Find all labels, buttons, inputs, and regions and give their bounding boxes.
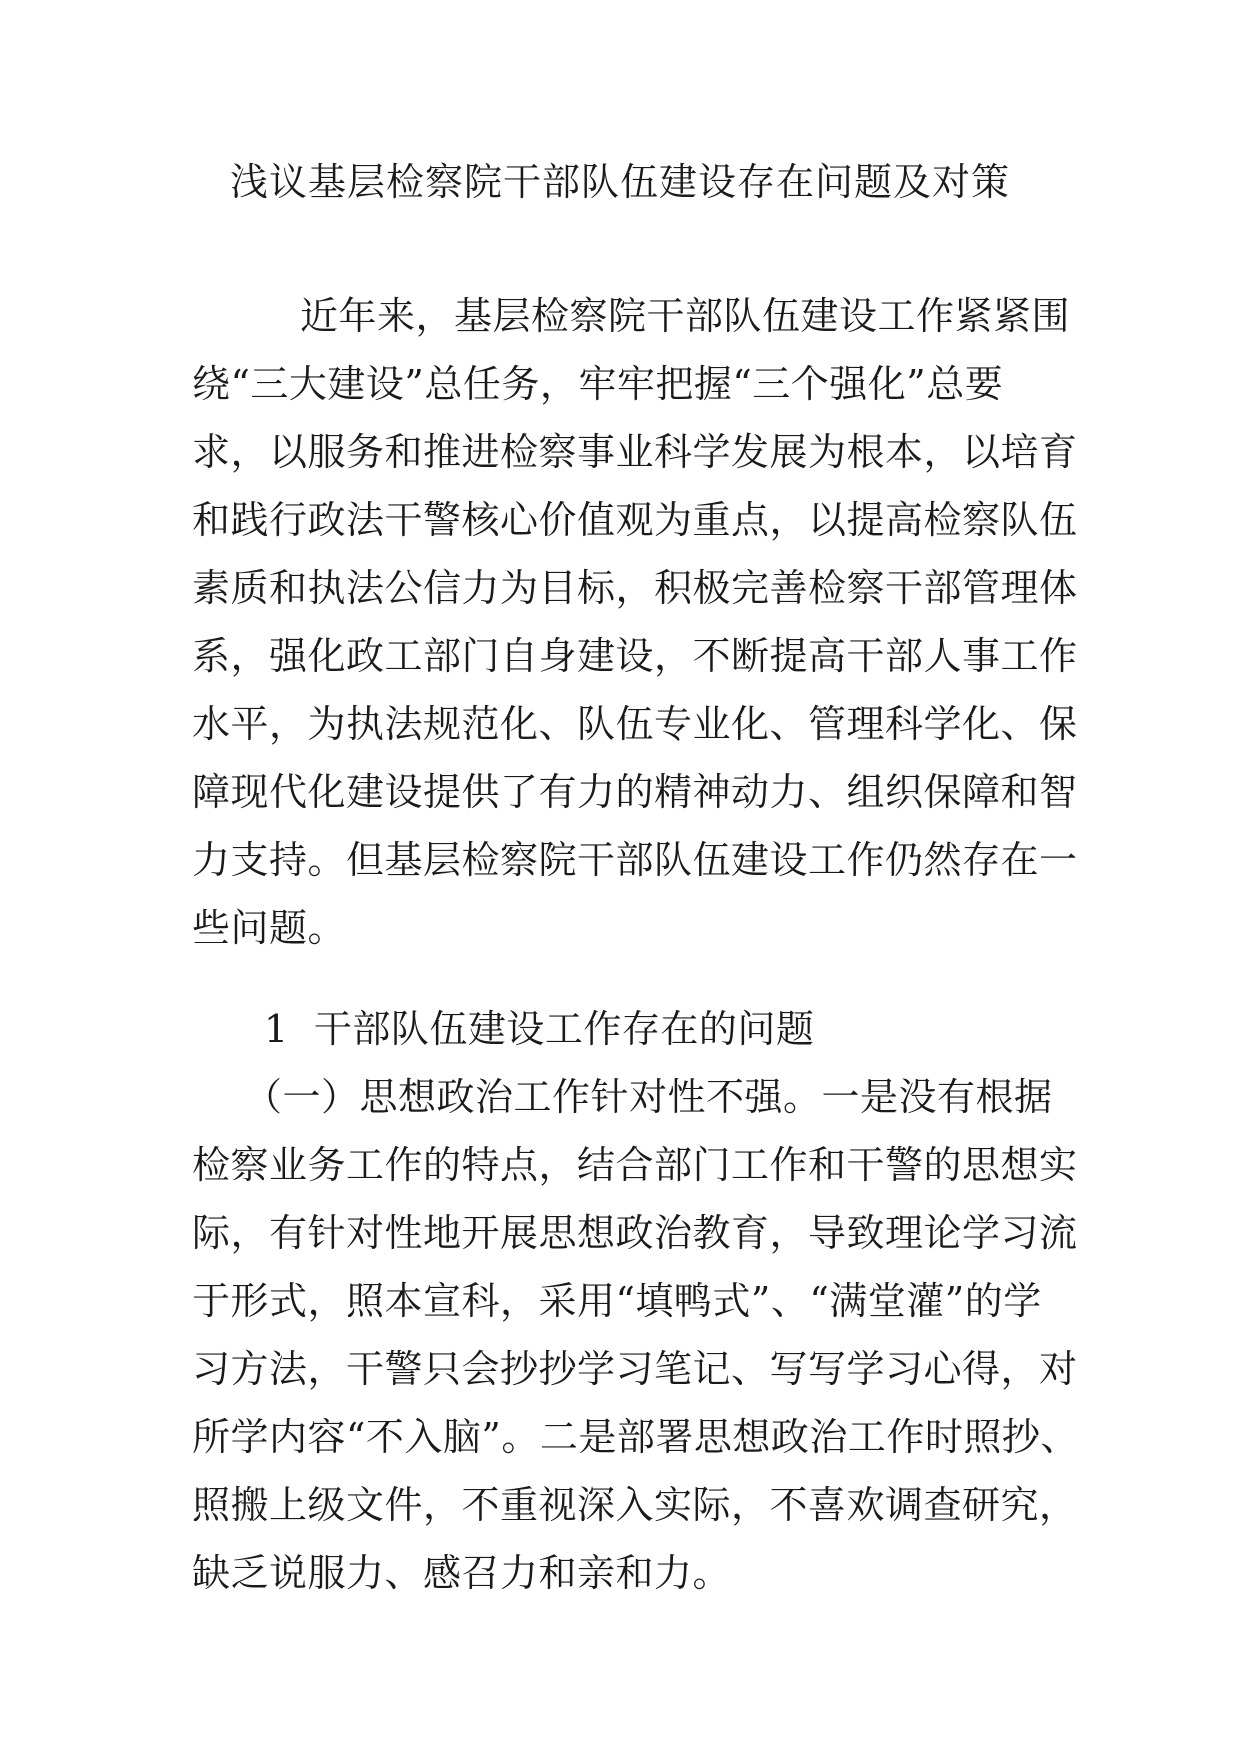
document-title: 浅议基层检察院干部队伍建设存在问题及对策: [229, 160, 1010, 204]
paragraph-line: 习方法，干警只会抄抄学习笔记、写写学习心得，对: [192, 1347, 1078, 1391]
intro-paragraph: [192, 282, 1078, 962]
section1-paragraph: [192, 1063, 1079, 1607]
paragraph-line: 水平，为执法规范化、队伍专业化、管理科学化、保: [192, 702, 1078, 746]
paragraph-line: 系，强化政工部门自身建设，不断提高干部人事工作: [192, 634, 1078, 678]
paragraph-line: 缺乏说服力、感召力和亲和力。: [192, 1551, 732, 1595]
paragraph-line: 力支持。但基层检察院干部队伍建设工作仍然存在一: [192, 838, 1078, 882]
paragraph-line: 于形式，照本宣科，采用“填鸭式”、“满堂灌”的学: [192, 1279, 1042, 1323]
paragraph-line: 障现代化建设提供了有力的精神动力、组织保障和智: [192, 770, 1078, 814]
paragraph-line: 求，以服务和推进检察事业科学发展为根本，以培育: [192, 430, 1078, 474]
paragraph-line: （一）思想政治工作针对性不强。一是没有根据: [244, 1075, 1053, 1119]
paragraph-line: 照搬上级文件，不重视深入实际，不喜欢调查研究，: [192, 1483, 1078, 1527]
paragraph-line: 近年来，基层检察院干部队伍建设工作紧紧围: [300, 294, 1071, 338]
paragraph-line: 检察业务工作的特点，结合部门工作和干警的思想实: [192, 1143, 1078, 1187]
paragraph-line: 和践行政法干警核心价值观为重点，以提高检察队伍: [192, 498, 1078, 542]
paragraph-line: 际，有针对性地开展思想政治教育，导致理论学习流: [192, 1211, 1078, 1255]
paragraph-line: 素质和执法公信力为目标，积极完善检察干部管理体: [192, 566, 1078, 610]
section-heading: [192, 995, 1062, 1063]
paragraph-line: 所学内容“不入脑”。二是部署思想政治工作时照抄、: [192, 1415, 1079, 1459]
paragraph-line: 绕“三大建设”总任务，牢牢把握“三个强化”总要: [192, 362, 1004, 406]
section-heading-text: 1 干部队伍建设工作存在的问题: [264, 1007, 815, 1051]
paragraph-line: 些问题。: [192, 906, 347, 950]
